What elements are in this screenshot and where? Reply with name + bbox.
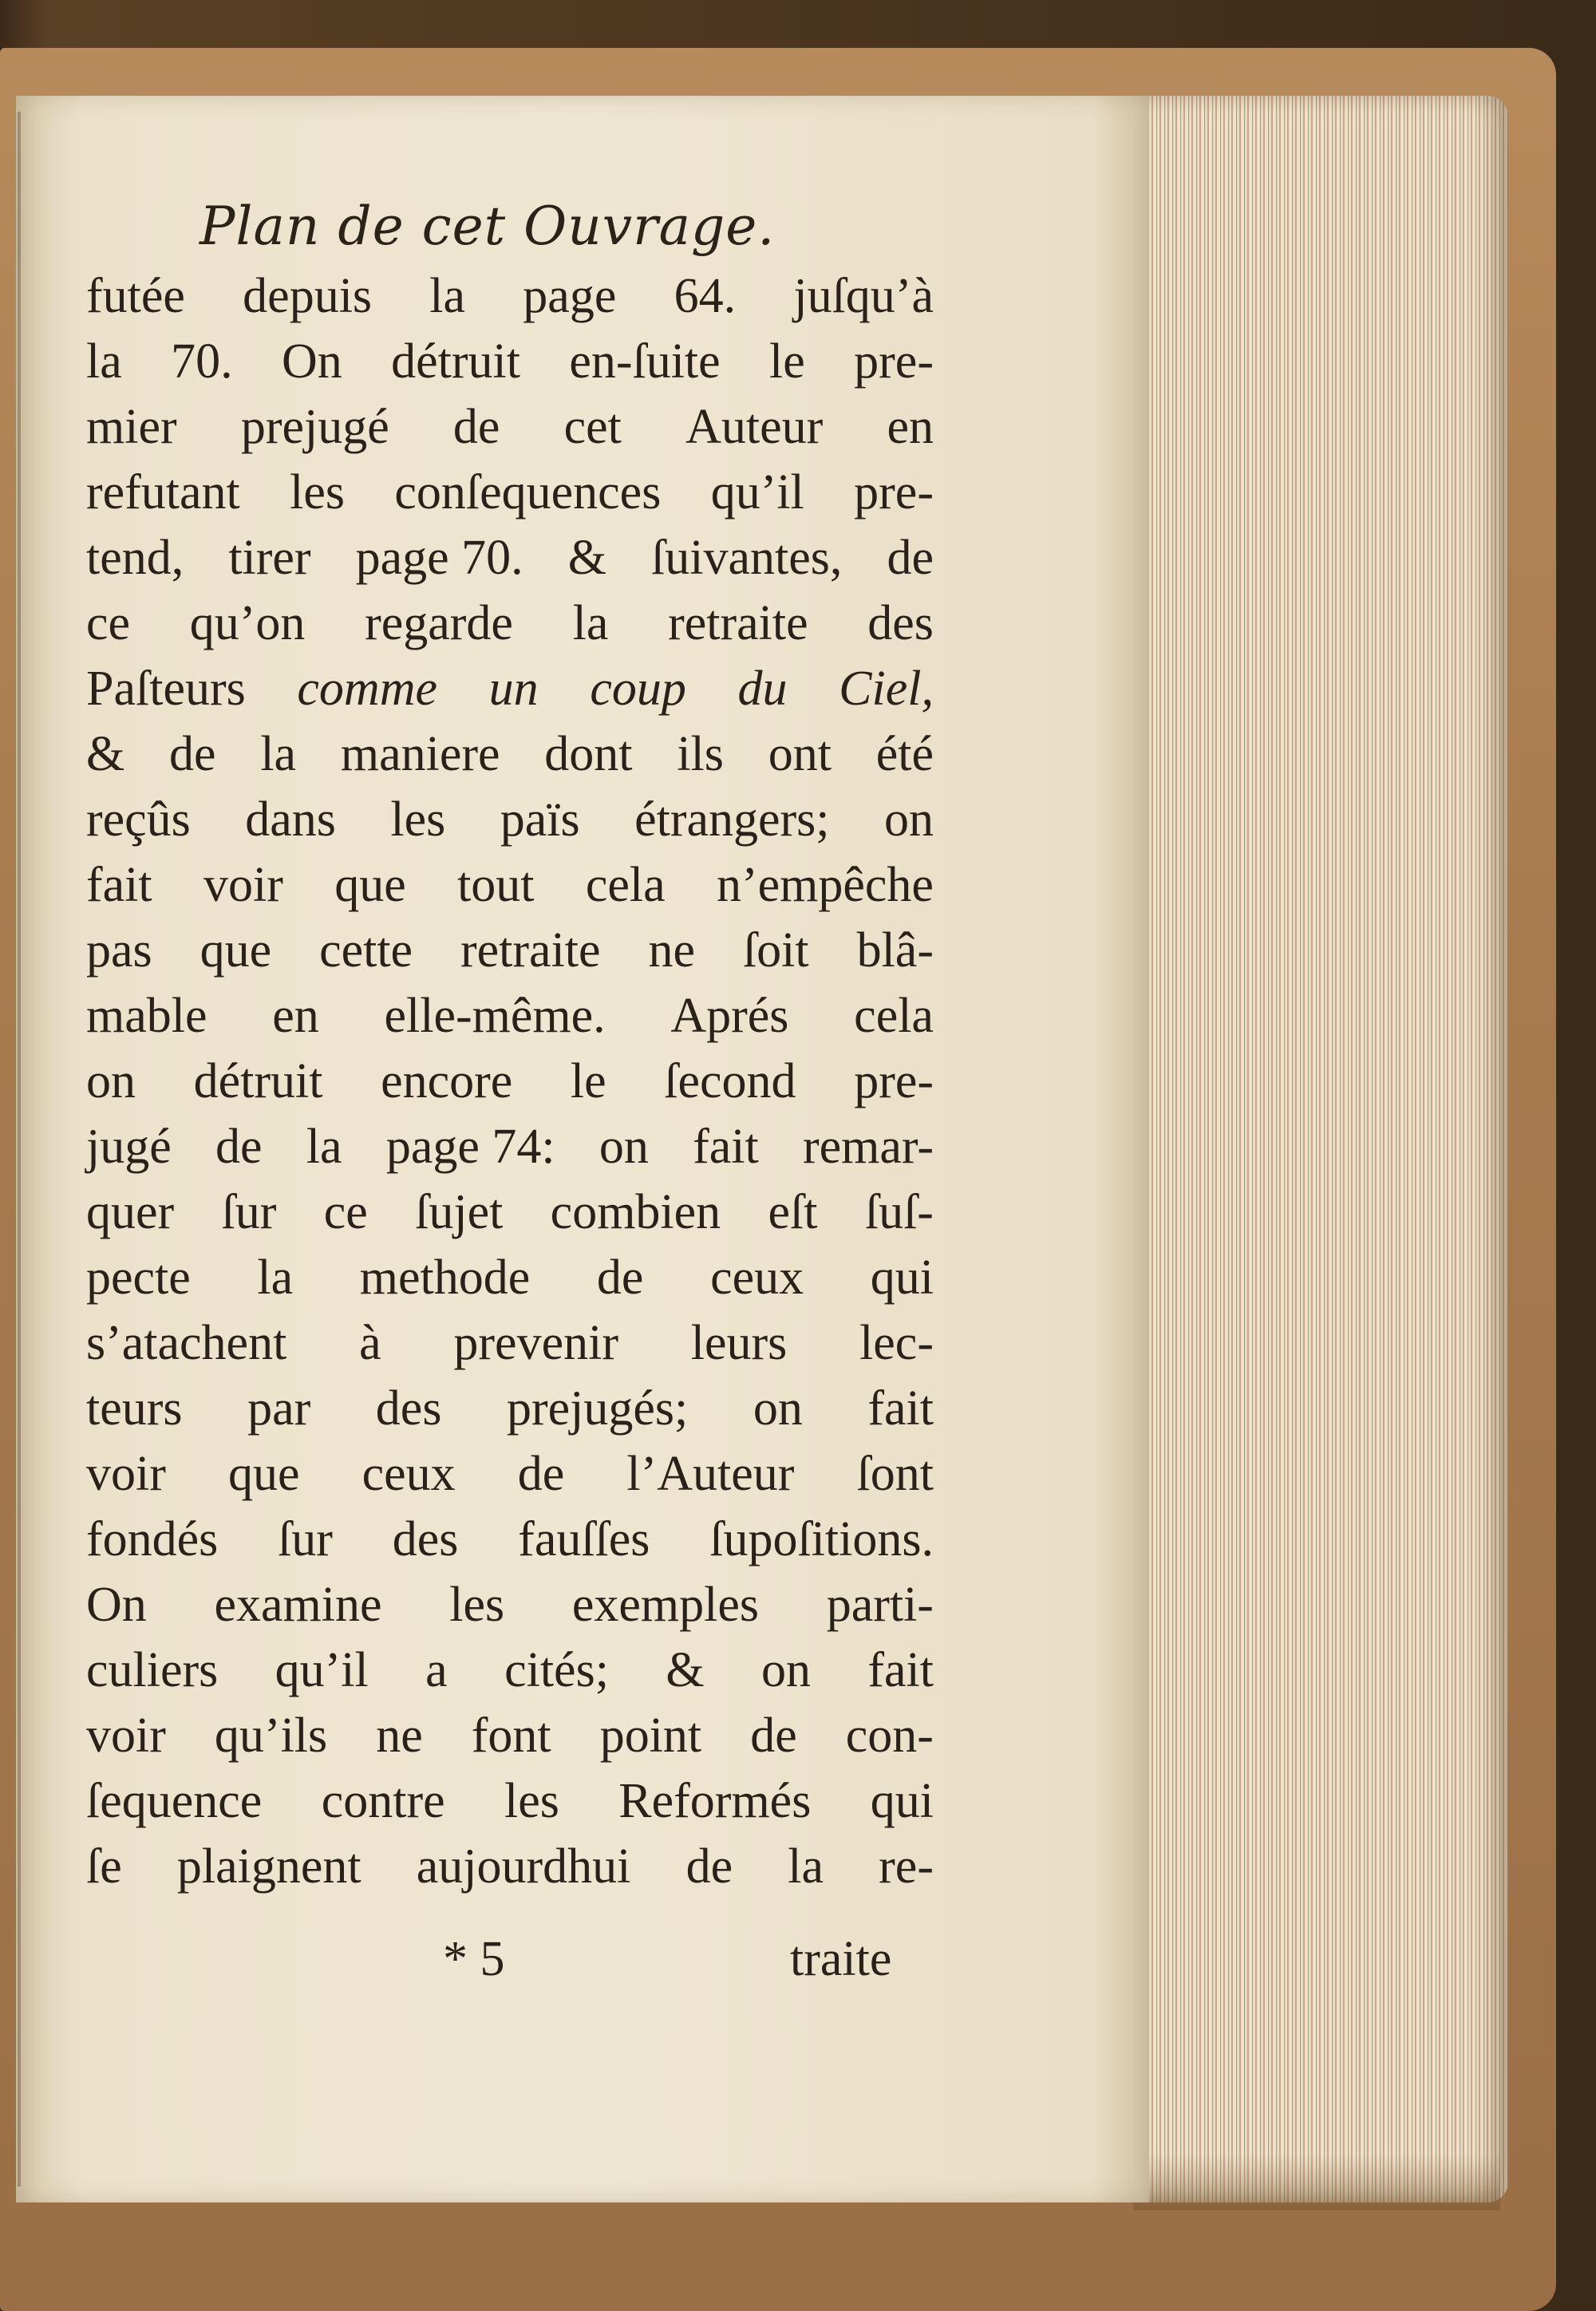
catchword: traite — [790, 1932, 892, 1986]
word: un — [488, 662, 539, 716]
word: On — [281, 334, 342, 389]
word: parti- — [826, 1578, 934, 1632]
word: conſequences — [394, 465, 662, 519]
word: reçûs — [86, 792, 191, 847]
word: en — [272, 989, 319, 1043]
word: cela — [854, 989, 934, 1043]
word: étrangers; — [634, 792, 830, 847]
text-line — [86, 1114, 934, 1179]
word: contre — [321, 1774, 445, 1828]
word: ce — [323, 1185, 368, 1239]
word: n’empêche — [716, 858, 934, 912]
word: ſujet — [415, 1185, 504, 1239]
word: ſur — [221, 1185, 277, 1239]
word: juſqu’à — [793, 269, 934, 323]
word: de — [750, 1709, 797, 1763]
word: cités; — [504, 1643, 609, 1697]
word: ſoit — [742, 923, 809, 978]
word: les — [390, 792, 446, 847]
text-line — [86, 918, 934, 983]
word: dont — [544, 727, 633, 781]
word: on — [86, 1054, 136, 1108]
word: point — [599, 1709, 702, 1763]
running-head: Plan de cet Ouvrage. — [200, 196, 776, 257]
word: pre- — [854, 334, 934, 389]
word: de — [596, 1250, 644, 1305]
signature-mark: * 5 — [443, 1932, 505, 1986]
word: par — [247, 1381, 311, 1436]
word: lec- — [859, 1316, 934, 1370]
word: qu’on — [189, 596, 306, 650]
word: fait — [86, 858, 152, 912]
word: 64. — [674, 269, 737, 323]
word: pre- — [854, 1054, 934, 1108]
word: Reformés — [618, 1774, 812, 1828]
word: tirer — [228, 531, 311, 585]
word: maniere — [340, 727, 500, 781]
word: leurs — [690, 1316, 788, 1370]
text-line — [86, 983, 934, 1049]
text-line — [86, 1310, 934, 1376]
word: fauſſes — [518, 1512, 650, 1566]
word: examine — [214, 1578, 382, 1632]
word: du — [737, 662, 788, 716]
word: prevenir — [453, 1316, 618, 1370]
word: de — [685, 1839, 733, 1894]
word: de — [215, 1120, 263, 1174]
word: le — [570, 1054, 606, 1108]
word: page — [523, 269, 617, 323]
word: ont — [768, 727, 832, 781]
word: en-ſuite — [569, 334, 721, 389]
word: combien — [550, 1185, 721, 1239]
body-text — [86, 263, 934, 1899]
word: page 74: — [385, 1120, 555, 1174]
word: ceux — [361, 1447, 456, 1501]
word: le — [769, 334, 805, 389]
text-line — [86, 1834, 934, 1899]
word: coup — [590, 662, 686, 716]
word: en — [887, 400, 934, 454]
text-line — [86, 1245, 934, 1310]
text-line — [86, 1637, 934, 1703]
word: ſuivantes, — [651, 531, 843, 585]
text-line — [86, 656, 934, 721]
text-line — [86, 1572, 934, 1637]
word: Aprés — [670, 989, 789, 1043]
word: que — [200, 923, 272, 978]
word: voir — [86, 1709, 166, 1763]
word: ne — [376, 1709, 423, 1763]
word: page 70. — [355, 531, 523, 585]
word: blâ- — [856, 923, 934, 978]
word: ſequence — [86, 1774, 263, 1828]
word: ſe — [86, 1839, 122, 1894]
word: on — [753, 1381, 803, 1436]
text-line — [86, 1703, 934, 1768]
word: ne — [648, 923, 696, 978]
word: retraite — [668, 596, 808, 650]
word: encore — [381, 1054, 513, 1108]
word: ſont — [856, 1447, 934, 1501]
word: qu’ils — [214, 1709, 328, 1763]
word: la — [86, 334, 122, 389]
word: eſt — [768, 1185, 818, 1239]
word: pecte — [86, 1250, 191, 1305]
word: tout — [457, 858, 535, 912]
word: ſur — [278, 1512, 333, 1566]
word: on — [598, 1120, 649, 1174]
word: con- — [845, 1709, 934, 1763]
word: la — [429, 269, 466, 323]
word: tend, — [86, 531, 184, 585]
word: futée — [86, 269, 185, 323]
text-line — [86, 1441, 934, 1507]
word: ceux — [710, 1250, 804, 1305]
word: les — [504, 1774, 559, 1828]
word: a — [425, 1643, 448, 1697]
word: des — [867, 596, 934, 650]
word: prejugé — [240, 400, 389, 454]
word: ſuſ- — [864, 1185, 934, 1239]
word: qu’il — [275, 1643, 369, 1697]
text-line — [86, 721, 934, 787]
word: qu’il — [710, 465, 804, 519]
text-line — [86, 1768, 934, 1834]
word: la — [257, 1250, 294, 1305]
word: culiers — [86, 1643, 219, 1697]
gutter — [18, 112, 21, 2187]
word: prejugés; — [507, 1381, 689, 1436]
word: les — [290, 465, 346, 519]
page-edges — [1133, 96, 1508, 2202]
word: Paſteurs — [86, 662, 246, 716]
word: les — [449, 1578, 505, 1632]
word: aujourdhui — [416, 1839, 631, 1894]
word: exemples — [571, 1578, 759, 1632]
word: la — [572, 596, 609, 650]
word: refutant — [86, 465, 240, 519]
word: methode — [359, 1250, 531, 1305]
word: de — [452, 400, 500, 454]
word: depuis — [243, 269, 373, 323]
word: que — [334, 858, 406, 912]
word: retraite — [460, 923, 601, 978]
word: voir — [203, 858, 283, 912]
word: remar- — [803, 1120, 934, 1174]
text-line — [86, 1376, 934, 1441]
text-line — [86, 1507, 934, 1572]
word: des — [375, 1381, 442, 1436]
word: cela — [585, 858, 666, 912]
word: la — [788, 1839, 824, 1894]
word: l’Auteur — [626, 1447, 795, 1501]
word: détruit — [193, 1054, 323, 1108]
word: mable — [86, 989, 207, 1043]
text-line — [86, 591, 934, 656]
word: qui — [870, 1774, 934, 1828]
text-line — [86, 1049, 934, 1114]
word: voir — [86, 1447, 166, 1501]
word: 70. — [171, 334, 233, 389]
word: re- — [879, 1839, 934, 1894]
word: été — [875, 727, 934, 781]
word: pas — [86, 923, 152, 978]
page-edges-shadow — [1133, 2155, 1500, 2210]
word: cet — [563, 400, 622, 454]
word: que — [227, 1447, 300, 1501]
text-line — [86, 525, 934, 591]
word: on — [884, 792, 934, 847]
word: pre- — [854, 465, 934, 519]
word: quer — [86, 1185, 175, 1239]
word: mier — [86, 400, 177, 454]
word: païs — [500, 792, 580, 847]
word: ce — [86, 596, 131, 650]
word: regarde — [365, 596, 513, 650]
word: on — [760, 1643, 811, 1697]
word: la — [306, 1120, 342, 1174]
word: & — [666, 1643, 705, 1697]
text-line — [86, 787, 934, 852]
word: cette — [319, 923, 413, 978]
word: comme — [297, 662, 437, 716]
word: & — [86, 727, 125, 781]
word: fait — [867, 1643, 934, 1697]
word: Ciel, — [839, 662, 934, 716]
text-line — [86, 394, 934, 460]
word: jugé — [86, 1120, 172, 1174]
word: elle-même. — [384, 989, 606, 1043]
word: de — [517, 1447, 565, 1501]
word: des — [392, 1512, 459, 1566]
word: de — [169, 727, 216, 781]
word: dans — [245, 792, 336, 847]
word: de — [887, 531, 934, 585]
word: fait — [867, 1381, 934, 1436]
word: teurs — [86, 1381, 183, 1436]
word: qui — [870, 1250, 934, 1305]
word: ſupoſitions. — [709, 1512, 934, 1566]
text-line — [86, 263, 934, 329]
word: ils — [677, 727, 724, 781]
text-line — [86, 460, 934, 525]
word: à — [359, 1316, 381, 1370]
word: plaignent — [176, 1839, 361, 1894]
text-line — [86, 852, 934, 918]
word: détruit — [391, 334, 520, 389]
text-line — [86, 1179, 934, 1245]
word: la — [260, 727, 297, 781]
word: font — [471, 1709, 551, 1763]
text-line — [86, 329, 934, 394]
word: s’atachent — [86, 1316, 287, 1370]
word: & — [567, 531, 606, 585]
word: ſecond — [664, 1054, 796, 1108]
word: fondés — [86, 1512, 219, 1566]
word: Auteur — [685, 400, 824, 454]
word: fait — [693, 1120, 759, 1174]
word: On — [86, 1578, 147, 1632]
